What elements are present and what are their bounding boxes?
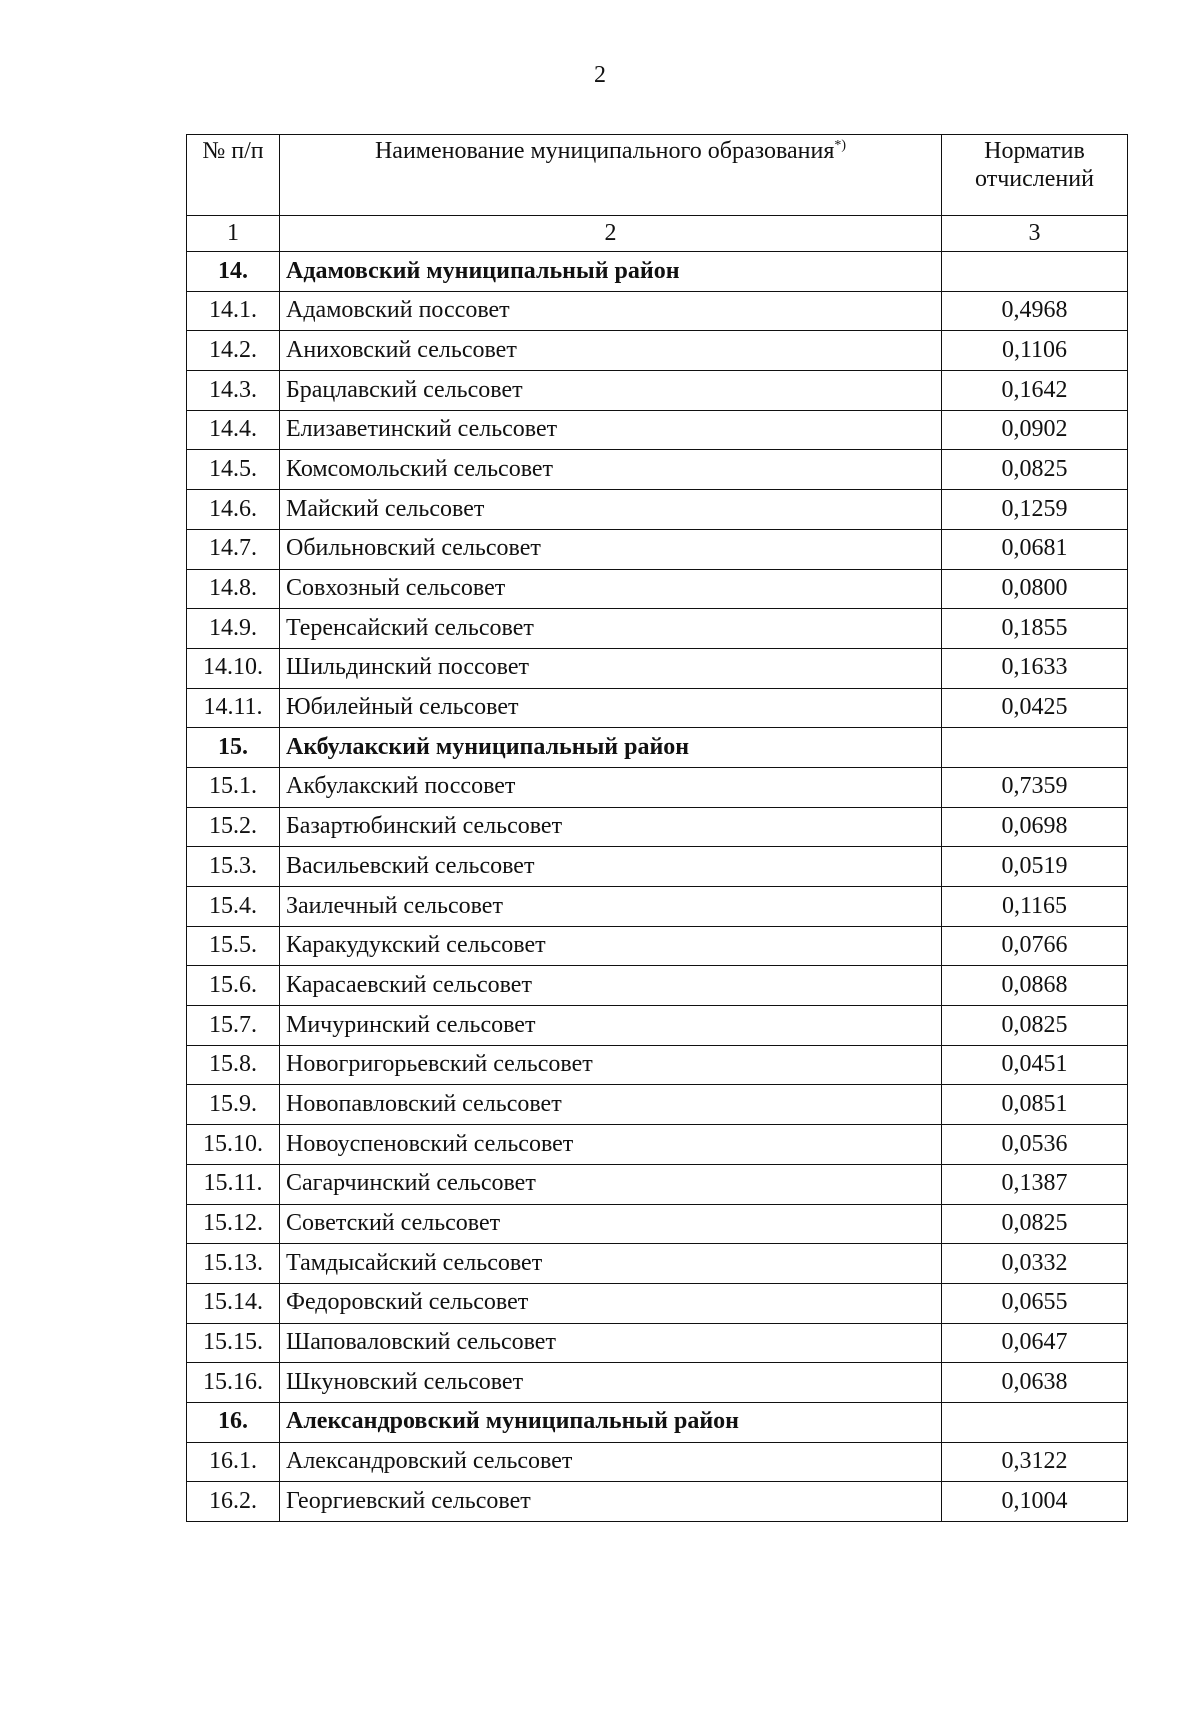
row-number: 14.: [187, 252, 280, 292]
norm-value: 0,1387: [942, 1164, 1128, 1204]
norm-table: [186, 134, 1128, 1522]
district-row: [187, 252, 1128, 292]
page-number: 2: [594, 62, 606, 88]
row-number: 16.2.: [187, 1482, 280, 1522]
row-number: 15.13.: [187, 1244, 280, 1284]
municipality-name: Акбулакский поссовет: [280, 767, 942, 807]
header-name-text: Наименование муниципального образования: [374, 138, 835, 164]
table-row: [187, 371, 1128, 411]
row-number: 14.1.: [187, 291, 280, 331]
table-row: [187, 331, 1128, 371]
norm-value: 0,0825: [942, 1006, 1128, 1046]
row-number: 14.8.: [187, 569, 280, 609]
table-row: [187, 887, 1128, 927]
column-number-3: 3: [942, 216, 1128, 252]
municipality-name: Новопавловский сельсовет: [280, 1085, 942, 1125]
norm-value: 0,0851: [942, 1085, 1128, 1125]
table-row: [187, 1283, 1128, 1323]
row-number: 14.2.: [187, 331, 280, 371]
column-number-row: [187, 216, 1128, 252]
norm-value: [942, 1402, 1128, 1442]
table-row: [187, 807, 1128, 847]
table-row: [187, 450, 1128, 490]
norm-value: 0,1106: [942, 331, 1128, 371]
municipality-name: Александровский сельсовет: [280, 1442, 942, 1482]
municipality-name: Новогригорьевский сельсовет: [280, 1045, 942, 1085]
row-number: 14.7.: [187, 529, 280, 569]
municipality-name: Шаповаловский сельсовет: [280, 1323, 942, 1363]
norm-value: 0,0519: [942, 847, 1128, 887]
norm-value: 0,7359: [942, 767, 1128, 807]
table-body: [187, 252, 1128, 1522]
norm-value: 0,4968: [942, 291, 1128, 331]
norm-value: 0,0451: [942, 1045, 1128, 1085]
table-row: [187, 1045, 1128, 1085]
municipality-name: Каракудукский сельсовет: [280, 926, 942, 966]
municipality-name: Георгиевский сельсовет: [280, 1482, 942, 1522]
table-row: [187, 688, 1128, 728]
row-number: 15.12.: [187, 1204, 280, 1244]
norm-value: [942, 252, 1128, 292]
table-row: [187, 1204, 1128, 1244]
municipality-name: Комсомольский сельсовет: [280, 450, 942, 490]
municipality-name: Карасаевский сельсовет: [280, 966, 942, 1006]
table-row: [187, 529, 1128, 569]
norm-value: [942, 728, 1128, 768]
norm-value: 0,0655: [942, 1283, 1128, 1323]
row-number: 15.: [187, 728, 280, 768]
norm-value: 0,1642: [942, 371, 1128, 411]
row-number: 15.7.: [187, 1006, 280, 1046]
norm-value: 0,0536: [942, 1125, 1128, 1165]
row-number: 15.11.: [187, 1164, 280, 1204]
row-number: 14.4.: [187, 410, 280, 450]
norm-value: 0,0902: [942, 410, 1128, 450]
municipality-name: Заилечный сельсовет: [280, 887, 942, 927]
table-row: [187, 966, 1128, 1006]
table-row: [187, 569, 1128, 609]
norm-value: 0,1633: [942, 648, 1128, 688]
row-number: 15.5.: [187, 926, 280, 966]
district-name: Адамовский муниципальный район: [280, 252, 942, 292]
header-name-footnote: *): [834, 138, 847, 153]
row-number: 14.11.: [187, 688, 280, 728]
municipality-name: Советский сельсовет: [280, 1204, 942, 1244]
district-name: Акбулакский муниципальный район: [280, 728, 942, 768]
table-row: [187, 1164, 1128, 1204]
row-number: 15.1.: [187, 767, 280, 807]
column-number-1: 1: [187, 216, 280, 252]
header-number: № п/п: [187, 135, 280, 216]
municipality-name: Новоуспеновский сельсовет: [280, 1125, 942, 1165]
norm-value: 0,0766: [942, 926, 1128, 966]
norm-value: 0,0638: [942, 1363, 1128, 1403]
norm-value: 0,0868: [942, 966, 1128, 1006]
row-number: 15.16.: [187, 1363, 280, 1403]
table-row: [187, 490, 1128, 530]
district-row: [187, 1402, 1128, 1442]
district-row: [187, 728, 1128, 768]
municipality-name: Федоровский сельсовет: [280, 1283, 942, 1323]
table-row: [187, 609, 1128, 649]
row-number: 15.14.: [187, 1283, 280, 1323]
municipality-name: Мичуринский сельсовет: [280, 1006, 942, 1046]
table-row: [187, 410, 1128, 450]
norm-value: 0,0681: [942, 529, 1128, 569]
municipality-name: Елизаветинский сельсовет: [280, 410, 942, 450]
header-name: [280, 135, 942, 216]
municipality-name: Тамдысайский сельсовет: [280, 1244, 942, 1284]
norm-value: 0,1259: [942, 490, 1128, 530]
municipality-name: Шильдинский поссовет: [280, 648, 942, 688]
norm-value: 0,1855: [942, 609, 1128, 649]
row-number: 14.10.: [187, 648, 280, 688]
norm-value: 0,1004: [942, 1482, 1128, 1522]
table-row: [187, 1363, 1128, 1403]
table-row: [187, 1006, 1128, 1046]
municipality-name: Аниховский сельсовет: [280, 331, 942, 371]
row-number: 14.5.: [187, 450, 280, 490]
municipality-name: Шкуновский сельсовет: [280, 1363, 942, 1403]
norm-value: 0,1165: [942, 887, 1128, 927]
municipality-name: Брацлавский сельсовет: [280, 371, 942, 411]
norm-value: 0,0332: [942, 1244, 1128, 1284]
row-number: 15.8.: [187, 1045, 280, 1085]
row-number: 14.9.: [187, 609, 280, 649]
district-name: Александровский муниципальный район: [280, 1402, 942, 1442]
municipality-name: Базартюбинский сельсовет: [280, 807, 942, 847]
table-row: [187, 291, 1128, 331]
municipality-name: Сагарчинский сельсовет: [280, 1164, 942, 1204]
table-row: [187, 1125, 1128, 1165]
row-number: 16.: [187, 1402, 280, 1442]
table-row: [187, 767, 1128, 807]
row-number: 14.3.: [187, 371, 280, 411]
norm-value: 0,0698: [942, 807, 1128, 847]
norm-value: 0,0425: [942, 688, 1128, 728]
municipality-name: Майский сельсовет: [280, 490, 942, 530]
header-value: Норматив отчислений: [942, 135, 1128, 216]
table-row: [187, 648, 1128, 688]
municipality-name: Юбилейный сельсовет: [280, 688, 942, 728]
norm-value: 0,0825: [942, 1204, 1128, 1244]
row-number: 15.9.: [187, 1085, 280, 1125]
norm-value: 0,0647: [942, 1323, 1128, 1363]
row-number: 15.15.: [187, 1323, 280, 1363]
table-row: [187, 1323, 1128, 1363]
column-number-2: 2: [280, 216, 942, 252]
municipality-name: Васильевский сельсовет: [280, 847, 942, 887]
row-number: 16.1.: [187, 1442, 280, 1482]
municipality-name: Совхозный сельсовет: [280, 569, 942, 609]
municipality-name: Теренсайский сельсовет: [280, 609, 942, 649]
row-number: 14.6.: [187, 490, 280, 530]
table-row: [187, 847, 1128, 887]
row-number: 15.10.: [187, 1125, 280, 1165]
table-row: [187, 1244, 1128, 1284]
table-row: [187, 1085, 1128, 1125]
row-number: 15.4.: [187, 887, 280, 927]
municipality-name: Обильновский сельсовет: [280, 529, 942, 569]
row-number: 15.3.: [187, 847, 280, 887]
row-number: 15.2.: [187, 807, 280, 847]
table-row: [187, 1482, 1128, 1522]
row-number: 15.6.: [187, 966, 280, 1006]
norm-value: 0,0800: [942, 569, 1128, 609]
table-row: [187, 1442, 1128, 1482]
norm-value: 0,0825: [942, 450, 1128, 490]
table-header-row: [187, 135, 1128, 216]
norm-value: 0,3122: [942, 1442, 1128, 1482]
table-row: [187, 926, 1128, 966]
municipality-name: Адамовский поссовет: [280, 291, 942, 331]
